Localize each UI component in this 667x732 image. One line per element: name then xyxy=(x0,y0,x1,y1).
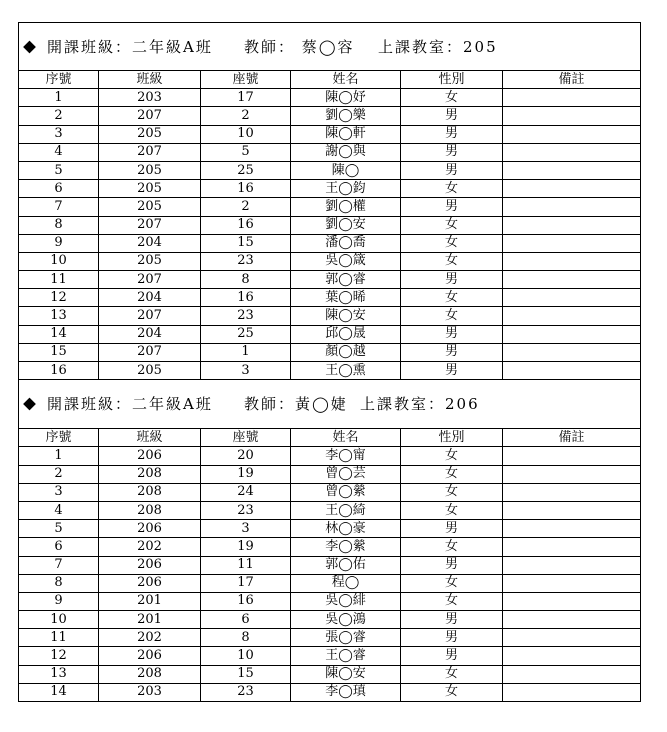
table-row xyxy=(19,89,641,107)
class-label: 開課班級：二年級A班 xyxy=(47,395,213,414)
cell-note xyxy=(503,629,641,647)
cell-class: 208 xyxy=(99,666,201,684)
cell-seat: 16 xyxy=(201,217,291,235)
class-label: 開課班級：二年級A班 xyxy=(47,37,213,56)
cell-class: 202 xyxy=(99,629,201,647)
cell-name: 郭◯睿 xyxy=(291,271,401,289)
table-row xyxy=(19,666,641,684)
cell-seat: 20 xyxy=(201,447,291,465)
cell-seat: 5 xyxy=(201,144,291,162)
cell-class: 202 xyxy=(99,538,201,556)
table-row xyxy=(19,107,641,125)
course-section-2 xyxy=(18,380,641,702)
cell-seat: 16 xyxy=(201,289,291,307)
cell-no: 2 xyxy=(19,107,99,125)
cell-class: 201 xyxy=(99,593,201,611)
cell-note xyxy=(503,538,641,556)
cell-note xyxy=(503,502,641,520)
table-row xyxy=(19,126,641,144)
cell-no: 14 xyxy=(19,326,99,344)
section-title xyxy=(18,22,641,70)
cell-gender: 女 xyxy=(401,593,503,611)
cell-seat: 6 xyxy=(201,611,291,629)
header-row xyxy=(19,71,641,89)
cell-gender: 男 xyxy=(401,144,503,162)
cell-gender: 女 xyxy=(401,307,503,325)
cell-no: 5 xyxy=(19,520,99,538)
cell-note xyxy=(503,107,641,125)
column-header-no: 序號 xyxy=(19,429,99,447)
column-header-class: 班級 xyxy=(99,71,201,89)
cell-name: 曾◯芸 xyxy=(291,466,401,484)
table-row xyxy=(19,502,641,520)
cell-no: 6 xyxy=(19,538,99,556)
cell-no: 12 xyxy=(19,647,99,665)
cell-gender: 男 xyxy=(401,198,503,216)
cell-seat: 24 xyxy=(201,484,291,502)
cell-name: 李◯瑱 xyxy=(291,684,401,702)
cell-class: 207 xyxy=(99,107,201,125)
cell-seat: 11 xyxy=(201,557,291,575)
cell-class: 205 xyxy=(99,253,201,271)
cell-no: 1 xyxy=(19,447,99,465)
header-row xyxy=(19,429,641,447)
cell-seat: 15 xyxy=(201,235,291,253)
cell-seat: 3 xyxy=(201,362,291,380)
column-header-note: 備註 xyxy=(503,71,641,89)
cell-note xyxy=(503,611,641,629)
cell-name: 林◯豪 xyxy=(291,520,401,538)
cell-class: 205 xyxy=(99,180,201,198)
cell-name: 陳◯安 xyxy=(291,666,401,684)
cell-seat: 2 xyxy=(201,107,291,125)
cell-seat: 17 xyxy=(201,89,291,107)
cell-class: 203 xyxy=(99,89,201,107)
cell-class: 204 xyxy=(99,326,201,344)
table-row xyxy=(19,593,641,611)
column-header-name: 姓名 xyxy=(291,71,401,89)
cell-note xyxy=(503,253,641,271)
cell-class: 207 xyxy=(99,217,201,235)
cell-name: 劉◯權 xyxy=(291,198,401,216)
cell-name: 王◯綺 xyxy=(291,502,401,520)
cell-seat: 23 xyxy=(201,307,291,325)
table-row xyxy=(19,647,641,665)
cell-name: 曾◯縈 xyxy=(291,484,401,502)
cell-seat: 23 xyxy=(201,253,291,271)
cell-class: 201 xyxy=(99,611,201,629)
cell-gender: 女 xyxy=(401,89,503,107)
cell-note xyxy=(503,235,641,253)
cell-name: 謝◯與 xyxy=(291,144,401,162)
cell-no: 14 xyxy=(19,684,99,702)
cell-gender: 女 xyxy=(401,253,503,271)
cell-seat: 10 xyxy=(201,126,291,144)
table-row xyxy=(19,611,641,629)
cell-note xyxy=(503,447,641,465)
table-row xyxy=(19,466,641,484)
cell-seat: 19 xyxy=(201,466,291,484)
cell-no: 9 xyxy=(19,235,99,253)
roster-sheet xyxy=(18,22,641,702)
cell-gender: 女 xyxy=(401,575,503,593)
table-row xyxy=(19,447,641,465)
teacher-label: 教師： 蔡◯容 xyxy=(244,37,355,56)
roster-body xyxy=(19,89,641,380)
table-row xyxy=(19,253,641,271)
cell-seat: 10 xyxy=(201,647,291,665)
cell-class: 207 xyxy=(99,271,201,289)
cell-no: 6 xyxy=(19,180,99,198)
cell-class: 205 xyxy=(99,198,201,216)
cell-seat: 8 xyxy=(201,629,291,647)
table-row xyxy=(19,326,641,344)
cell-gender: 男 xyxy=(401,647,503,665)
cell-note xyxy=(503,520,641,538)
column-header-class: 班級 xyxy=(99,429,201,447)
cell-seat: 2 xyxy=(201,198,291,216)
cell-no: 4 xyxy=(19,144,99,162)
cell-name: 吳◯鴻 xyxy=(291,611,401,629)
cell-name: 李◯甯 xyxy=(291,447,401,465)
cell-no: 3 xyxy=(19,126,99,144)
table-row xyxy=(19,162,641,180)
cell-no: 13 xyxy=(19,307,99,325)
cell-class: 205 xyxy=(99,362,201,380)
roster-table xyxy=(18,70,641,380)
cell-name: 陳◯安 xyxy=(291,307,401,325)
cell-gender: 女 xyxy=(401,538,503,556)
cell-name: 吳◯緋 xyxy=(291,593,401,611)
cell-no: 5 xyxy=(19,162,99,180)
cell-class: 204 xyxy=(99,235,201,253)
cell-seat: 8 xyxy=(201,271,291,289)
cell-class: 206 xyxy=(99,575,201,593)
cell-name: 吳◯箴 xyxy=(291,253,401,271)
cell-no: 12 xyxy=(19,289,99,307)
table-row xyxy=(19,217,641,235)
cell-name: 王◯睿 xyxy=(291,647,401,665)
teacher-label: 教師：黃◯婕 xyxy=(244,395,348,414)
cell-note xyxy=(503,126,641,144)
cell-gender: 男 xyxy=(401,162,503,180)
table-row xyxy=(19,271,641,289)
cell-note xyxy=(503,647,641,665)
cell-name: 程◯ xyxy=(291,575,401,593)
table-row xyxy=(19,235,641,253)
cell-seat: 16 xyxy=(201,180,291,198)
cell-no: 7 xyxy=(19,198,99,216)
cell-gender: 女 xyxy=(401,466,503,484)
cell-no: 10 xyxy=(19,253,99,271)
cell-gender: 男 xyxy=(401,271,503,289)
column-header-gender: 性別 xyxy=(401,429,503,447)
cell-seat: 3 xyxy=(201,520,291,538)
cell-class: 205 xyxy=(99,162,201,180)
cell-note xyxy=(503,180,641,198)
cell-gender: 男 xyxy=(401,520,503,538)
table-row xyxy=(19,198,641,216)
table-row xyxy=(19,684,641,702)
cell-name: 王◯熏 xyxy=(291,362,401,380)
cell-no: 1 xyxy=(19,89,99,107)
cell-no: 11 xyxy=(19,271,99,289)
cell-note xyxy=(503,89,641,107)
cell-gender: 女 xyxy=(401,666,503,684)
cell-no: 9 xyxy=(19,593,99,611)
cell-note xyxy=(503,198,641,216)
cell-no: 4 xyxy=(19,502,99,520)
cell-no: 13 xyxy=(19,666,99,684)
room-label: 上課教室：206 xyxy=(360,395,480,414)
cell-no: 7 xyxy=(19,557,99,575)
table-row xyxy=(19,180,641,198)
cell-note xyxy=(503,344,641,362)
cell-gender: 女 xyxy=(401,180,503,198)
diamond-bullet-icon xyxy=(23,40,36,53)
cell-note xyxy=(503,326,641,344)
roster-table xyxy=(18,428,641,702)
cell-name: 陳◯ xyxy=(291,162,401,180)
cell-no: 3 xyxy=(19,484,99,502)
cell-seat: 1 xyxy=(201,344,291,362)
column-header-name: 姓名 xyxy=(291,429,401,447)
column-header-no: 序號 xyxy=(19,71,99,89)
cell-class: 207 xyxy=(99,307,201,325)
cell-gender: 男 xyxy=(401,126,503,144)
cell-class: 208 xyxy=(99,466,201,484)
cell-note xyxy=(503,684,641,702)
column-header-gender: 性別 xyxy=(401,71,503,89)
cell-class: 208 xyxy=(99,502,201,520)
cell-note xyxy=(503,484,641,502)
cell-name: 張◯睿 xyxy=(291,629,401,647)
cell-class: 206 xyxy=(99,520,201,538)
table-row xyxy=(19,557,641,575)
cell-class: 203 xyxy=(99,684,201,702)
cell-no: 15 xyxy=(19,344,99,362)
table-row xyxy=(19,144,641,162)
cell-seat: 15 xyxy=(201,666,291,684)
cell-note xyxy=(503,162,641,180)
table-row xyxy=(19,629,641,647)
cell-name: 郭◯佑 xyxy=(291,557,401,575)
table-row xyxy=(19,575,641,593)
cell-gender: 女 xyxy=(401,217,503,235)
cell-note xyxy=(503,593,641,611)
cell-name: 陳◯軒 xyxy=(291,126,401,144)
cell-gender: 男 xyxy=(401,107,503,125)
cell-class: 206 xyxy=(99,647,201,665)
cell-seat: 16 xyxy=(201,593,291,611)
cell-gender: 男 xyxy=(401,611,503,629)
cell-no: 16 xyxy=(19,362,99,380)
table-row xyxy=(19,538,641,556)
cell-seat: 17 xyxy=(201,575,291,593)
cell-class: 206 xyxy=(99,447,201,465)
table-row xyxy=(19,344,641,362)
cell-no: 8 xyxy=(19,217,99,235)
cell-note xyxy=(503,217,641,235)
cell-note xyxy=(503,307,641,325)
cell-name: 李◯縈 xyxy=(291,538,401,556)
cell-note xyxy=(503,575,641,593)
cell-class: 206 xyxy=(99,557,201,575)
table-row xyxy=(19,307,641,325)
cell-name: 陳◯妤 xyxy=(291,89,401,107)
cell-note xyxy=(503,557,641,575)
cell-gender: 男 xyxy=(401,326,503,344)
table-row xyxy=(19,484,641,502)
cell-no: 2 xyxy=(19,466,99,484)
cell-class: 205 xyxy=(99,126,201,144)
cell-class: 207 xyxy=(99,344,201,362)
cell-gender: 女 xyxy=(401,289,503,307)
cell-class: 207 xyxy=(99,144,201,162)
cell-gender: 女 xyxy=(401,502,503,520)
cell-name: 邱◯晟 xyxy=(291,326,401,344)
diamond-bullet-icon xyxy=(23,398,36,411)
table-row xyxy=(19,289,641,307)
cell-no: 10 xyxy=(19,611,99,629)
section-title xyxy=(18,380,641,428)
cell-name: 顏◯越 xyxy=(291,344,401,362)
cell-gender: 男 xyxy=(401,629,503,647)
column-header-note: 備註 xyxy=(503,429,641,447)
cell-gender: 女 xyxy=(401,447,503,465)
cell-seat: 25 xyxy=(201,326,291,344)
cell-class: 208 xyxy=(99,484,201,502)
cell-class: 204 xyxy=(99,289,201,307)
roster-body xyxy=(19,447,641,702)
cell-name: 劉◯樂 xyxy=(291,107,401,125)
cell-note xyxy=(503,362,641,380)
column-header-seat: 座號 xyxy=(201,71,291,89)
cell-name: 潘◯喬 xyxy=(291,235,401,253)
cell-seat: 23 xyxy=(201,684,291,702)
cell-seat: 19 xyxy=(201,538,291,556)
table-row xyxy=(19,520,641,538)
cell-gender: 男 xyxy=(401,557,503,575)
course-section-1 xyxy=(18,22,641,380)
column-header-seat: 座號 xyxy=(201,429,291,447)
cell-gender: 男 xyxy=(401,362,503,380)
cell-gender: 男 xyxy=(401,344,503,362)
cell-gender: 女 xyxy=(401,684,503,702)
cell-note xyxy=(503,271,641,289)
cell-seat: 23 xyxy=(201,502,291,520)
cell-gender: 女 xyxy=(401,484,503,502)
cell-name: 劉◯安 xyxy=(291,217,401,235)
cell-gender: 女 xyxy=(401,235,503,253)
cell-note xyxy=(503,289,641,307)
cell-note xyxy=(503,666,641,684)
table-row xyxy=(19,362,641,380)
room-label: 上課教室：205 xyxy=(378,37,498,56)
cell-no: 11 xyxy=(19,629,99,647)
cell-seat: 25 xyxy=(201,162,291,180)
cell-name: 葉◯晞 xyxy=(291,289,401,307)
cell-no: 8 xyxy=(19,575,99,593)
cell-name: 王◯鈞 xyxy=(291,180,401,198)
cell-note xyxy=(503,466,641,484)
cell-note xyxy=(503,144,641,162)
